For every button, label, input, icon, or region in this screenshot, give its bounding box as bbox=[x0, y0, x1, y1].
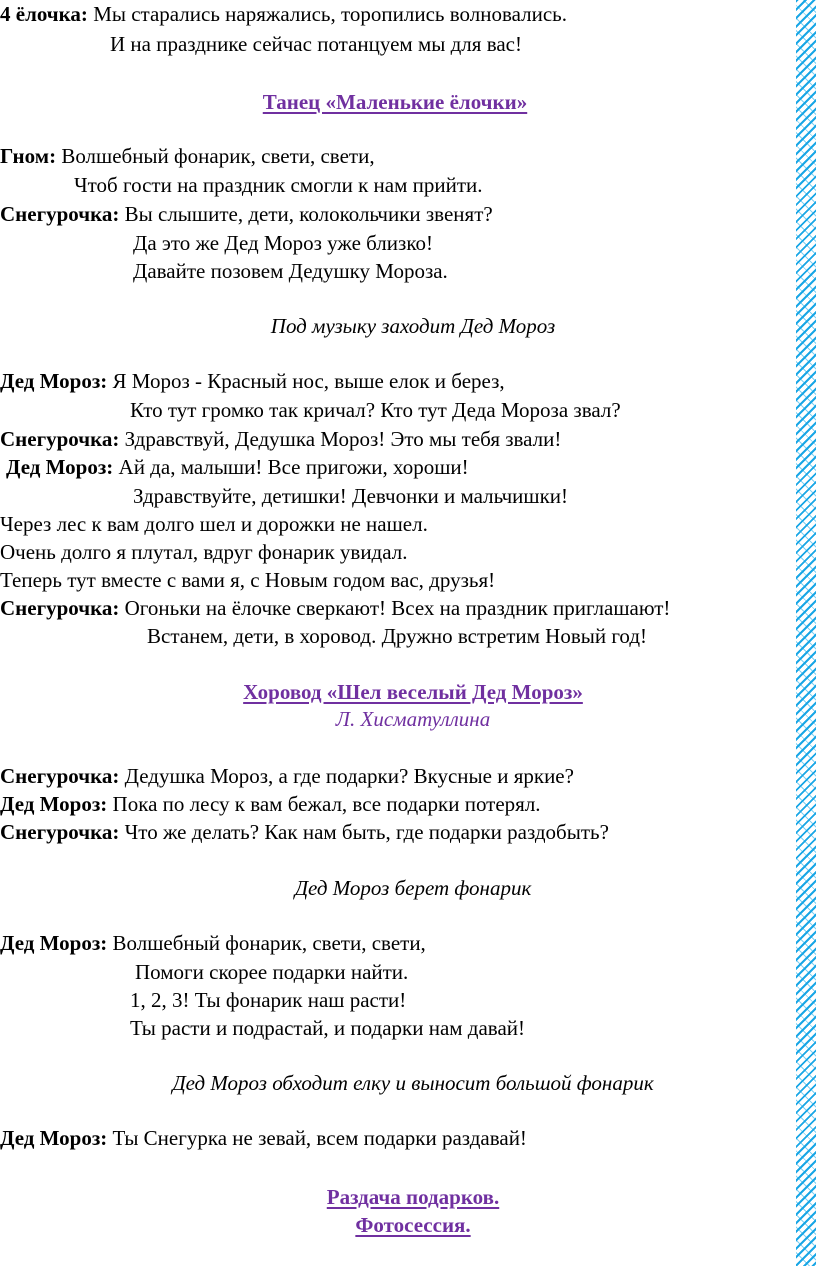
line-text: Да это же Дед Мороз уже близко! bbox=[133, 231, 433, 255]
script-line bbox=[110, 30, 522, 58]
speaker-name: Дед Мороз: bbox=[6, 455, 114, 479]
script-line bbox=[0, 1124, 527, 1152]
line-text: Давайте позовем Дедушку Мороза. bbox=[133, 259, 448, 283]
script-line bbox=[133, 229, 433, 257]
script-line bbox=[130, 1014, 525, 1042]
speaker-name: Снегурочка: bbox=[0, 764, 120, 788]
line-text: Очень долго я плутал, вдруг фонарик увидал. bbox=[0, 540, 408, 564]
script-line bbox=[147, 622, 647, 650]
line-text: Ты Снегурка не зевай, всем подарки раздавай! bbox=[107, 1126, 527, 1150]
section-heading: Раздача подарков. bbox=[326, 1185, 500, 1209]
speaker-name: Гном: bbox=[0, 144, 57, 168]
line-text: Через лес к вам долго шел и дорожки не нашел. bbox=[0, 512, 428, 536]
script-line bbox=[0, 594, 670, 622]
script-line bbox=[0, 790, 541, 818]
speaker-name: Дед Мороз: bbox=[0, 1126, 108, 1150]
line-text: Ты расти и подрастай, и подарки нам давай! bbox=[130, 1016, 526, 1040]
speaker-name: Снегурочка: bbox=[0, 427, 120, 451]
decorative-page-border bbox=[796, 0, 816, 1266]
section-heading: Фотосессия. bbox=[355, 1213, 471, 1237]
line-text: Помоги скорее подарки найти. bbox=[135, 960, 409, 984]
script-line bbox=[130, 986, 406, 1014]
line-text: Здравствуйте, детишки! Девчонки и мальчишки! bbox=[133, 484, 569, 508]
line-text: Кто тут громко так кричал? Кто тут Деда Мороза звал? bbox=[130, 398, 621, 422]
script-line bbox=[6, 453, 469, 481]
script-line bbox=[0, 818, 609, 846]
stage-direction: Дед Мороз берет фонарик bbox=[294, 876, 532, 900]
script-line bbox=[0, 929, 426, 957]
line-text: Здравствуй, Дедушка Мороз! Это мы тебя звали! bbox=[119, 427, 562, 451]
line-text: Дедушка Мороз, а где подарки? Вкусные и яркие? bbox=[119, 764, 574, 788]
script-line bbox=[0, 762, 574, 790]
script-line bbox=[0, 425, 561, 453]
line-text: Я Мороз - Красный нос, выше елок и берез, bbox=[107, 369, 505, 393]
line-text: Встанем, дети, в хоровод. Дружно встретим Новый год! bbox=[147, 624, 648, 648]
line-text: И на празднике сейчас потанцуем мы для вас! bbox=[110, 32, 522, 56]
line-text: Огоньки на ёлочке сверкают! Всех на праздник приглашают! bbox=[119, 596, 671, 620]
script-line bbox=[135, 958, 408, 986]
line-text: Чтоб гости на праздник смогли к нам прийти. bbox=[74, 173, 483, 197]
line-text: Ай да, малыши! Все пригожи, хороши! bbox=[113, 455, 469, 479]
line-text: Волшебный фонарик, свети, свети, bbox=[107, 931, 426, 955]
speaker-name: Дед Мороз: bbox=[0, 931, 108, 955]
line-text: Вы слышите, дети, колокольчики звенят? bbox=[119, 202, 493, 226]
song-author: Л. Хисматуллина bbox=[335, 707, 491, 731]
speaker-name: Снегурочка: bbox=[0, 202, 120, 226]
script-line bbox=[0, 200, 493, 228]
script-line bbox=[0, 0, 567, 28]
speaker-name: Снегурочка: bbox=[0, 820, 120, 844]
script-line bbox=[0, 367, 505, 395]
script-line bbox=[0, 510, 428, 538]
script-line bbox=[0, 142, 375, 170]
script-line bbox=[0, 566, 495, 594]
line-text: 1, 2, 3! Ты фонарик наш расти! bbox=[130, 988, 407, 1012]
line-text: Теперь тут вместе с вами я, с Новым годом вас, друзья! bbox=[0, 568, 496, 592]
section-heading: Танец «Маленькие ёлочки» bbox=[262, 90, 528, 114]
script-line bbox=[133, 482, 568, 510]
speaker-name: Дед Мороз: bbox=[0, 369, 108, 393]
line-text: Что же делать? Как нам быть, где подарки раздобыть? bbox=[119, 820, 609, 844]
script-line bbox=[130, 396, 621, 424]
script-line bbox=[0, 538, 407, 566]
script-line bbox=[74, 171, 483, 199]
script-line bbox=[133, 257, 448, 285]
speaker-name: Снегурочка: bbox=[0, 596, 120, 620]
speaker-name: Дед Мороз: bbox=[0, 792, 108, 816]
stage-direction: Под музыку заходит Дед Мороз bbox=[270, 314, 556, 338]
stage-direction: Дед Мороз обходит елку и выносит большой фонарик bbox=[172, 1071, 654, 1095]
section-heading: Хоровод «Шел веселый Дед Мороз» bbox=[243, 680, 583, 704]
line-text: Волшебный фонарик, свети, свети, bbox=[56, 144, 375, 168]
line-text: Мы старались наряжались, торопились волновались. bbox=[87, 2, 567, 26]
line-text: Пока по лесу к вам бежал, все подарки потерял. bbox=[107, 792, 541, 816]
speaker-name: 4 ёлочка: bbox=[0, 2, 88, 26]
